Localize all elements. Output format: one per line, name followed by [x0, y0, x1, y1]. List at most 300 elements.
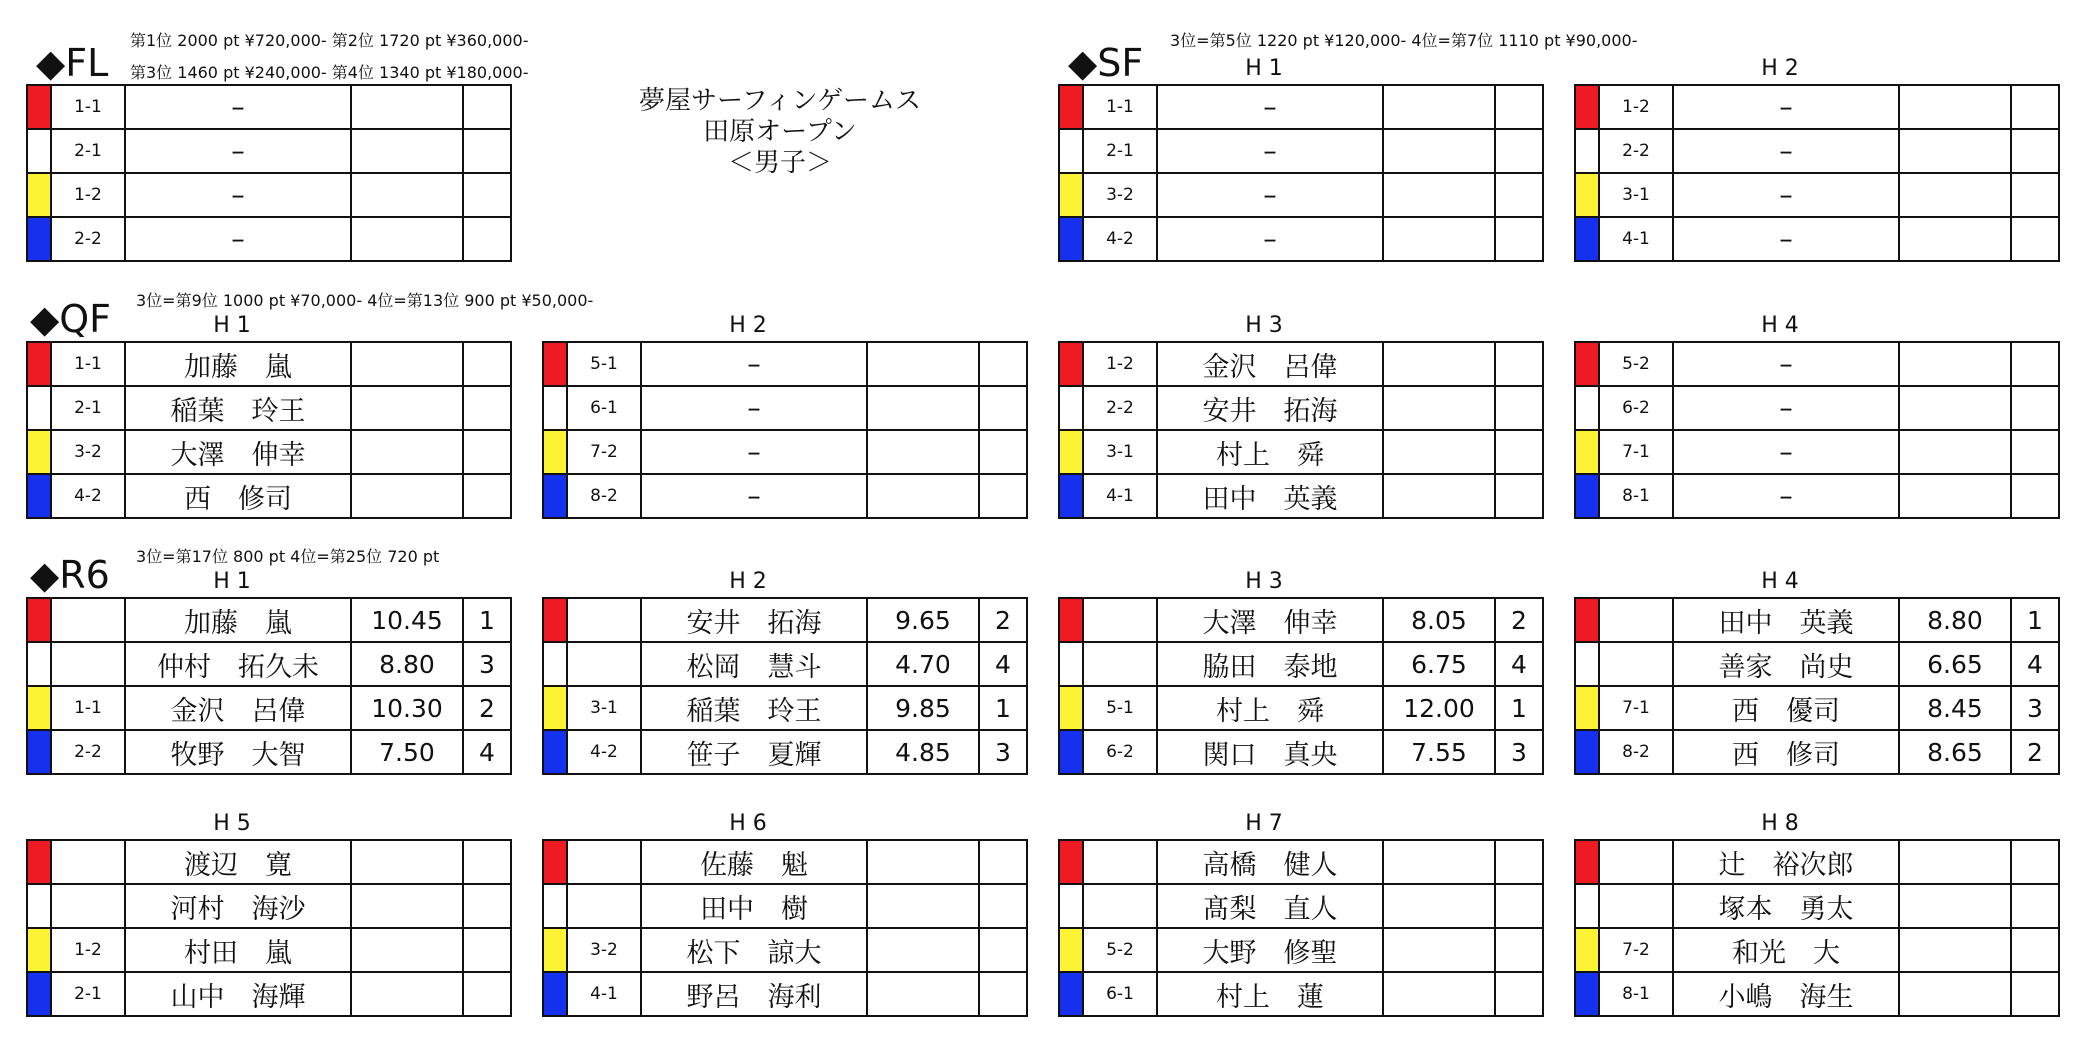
heat-row [27, 129, 511, 173]
seed-cell: 2-2 [1083, 386, 1157, 430]
score-cell: 7.50 [351, 730, 463, 774]
score-cell [1899, 884, 2011, 928]
seed-cell: 5-1 [567, 342, 641, 386]
jersey-color-red [543, 598, 567, 642]
rank-cell: 3 [1495, 730, 1543, 774]
score-cell [1899, 840, 2011, 884]
heat-table [1574, 341, 2060, 519]
surfer-name: 塚本 勇太 [1673, 884, 1899, 928]
heat-row [543, 730, 1027, 774]
heat-row [543, 342, 1027, 386]
score-cell [1383, 129, 1495, 173]
score-cell [1383, 474, 1495, 518]
rank-cell [463, 386, 511, 430]
seed-cell: 2-1 [1083, 129, 1157, 173]
rank-cell: 2 [463, 686, 511, 730]
surfer-name: 西 修司 [1673, 730, 1899, 774]
score-cell: 9.65 [867, 598, 979, 642]
rank-cell [1495, 386, 1543, 430]
surfer-name: – [125, 217, 351, 261]
rank-cell [463, 173, 511, 217]
heat-row [543, 972, 1027, 1016]
heat-table [1058, 839, 1544, 1017]
score-cell [351, 430, 463, 474]
heat-row [1059, 430, 1543, 474]
score-cell [1383, 430, 1495, 474]
seed-cell: 6-2 [1083, 730, 1157, 774]
heat-table [1574, 597, 2060, 775]
seed-cell: 7-2 [567, 430, 641, 474]
heat-row [543, 430, 1027, 474]
rank-cell: 1 [463, 598, 511, 642]
rank-cell: 3 [979, 730, 1027, 774]
heat-row [1059, 386, 1543, 430]
seed-cell: 7-2 [1599, 928, 1673, 972]
heat-label: H 2 [1761, 56, 1799, 81]
score-cell [351, 884, 463, 928]
jersey-color-red [1059, 840, 1083, 884]
event-title-line-2: 田原オープン [703, 117, 857, 147]
rank-cell [2011, 173, 2059, 217]
rank-cell [1495, 840, 1543, 884]
rank-cell [463, 129, 511, 173]
score-cell [1383, 884, 1495, 928]
rank-cell: 2 [979, 598, 1027, 642]
heat-row [27, 928, 511, 972]
surfer-name: 山中 海輝 [125, 972, 351, 1016]
heat-table [26, 839, 512, 1017]
seed-cell: 2-2 [1599, 129, 1673, 173]
heat-table [26, 341, 512, 519]
seed-cell: 3-1 [1083, 430, 1157, 474]
jersey-color-white [27, 129, 51, 173]
heat-row [1059, 928, 1543, 972]
score-cell [1899, 173, 2011, 217]
rank-cell [2011, 928, 2059, 972]
score-cell [867, 884, 979, 928]
surfer-name: – [1673, 217, 1899, 261]
seed-cell: 1-1 [51, 342, 125, 386]
score-cell: 12.00 [1383, 686, 1495, 730]
seed-cell [1083, 642, 1157, 686]
score-cell [1899, 430, 2011, 474]
surfer-name: 野呂 海利 [641, 972, 867, 1016]
score-cell [1383, 342, 1495, 386]
score-cell [351, 474, 463, 518]
rank-cell [979, 342, 1027, 386]
score-cell [1383, 840, 1495, 884]
fl-prize-line-2: 第3位 1460 pt ¥240,000- 第4位 1340 pt ¥180,000- [130, 63, 529, 82]
rank-cell [2011, 342, 2059, 386]
score-cell [867, 342, 979, 386]
surfer-name: 村田 嵐 [125, 928, 351, 972]
rank-cell [2011, 386, 2059, 430]
rank-cell [463, 85, 511, 129]
seed-cell: 8-2 [567, 474, 641, 518]
score-cell: 4.85 [867, 730, 979, 774]
heat-row [27, 342, 511, 386]
surfer-name: 金沢 呂偉 [125, 686, 351, 730]
surfer-name: 大澤 伸幸 [125, 430, 351, 474]
jersey-color-blue [27, 474, 51, 518]
surfer-name: – [641, 430, 867, 474]
surfer-name: 髙梨 直人 [1157, 884, 1383, 928]
seed-cell: 4-1 [567, 972, 641, 1016]
rank-cell [1495, 129, 1543, 173]
surfer-name: 牧野 大智 [125, 730, 351, 774]
surfer-name: 仲村 拓久未 [125, 642, 351, 686]
seed-cell: 2-1 [51, 386, 125, 430]
seed-cell: 5-1 [1083, 686, 1157, 730]
seed-cell [51, 598, 125, 642]
heat-row [543, 928, 1027, 972]
seed-cell: 4-2 [1083, 217, 1157, 261]
heat-row [1059, 686, 1543, 730]
jersey-color-yellow [27, 173, 51, 217]
heat-row [1575, 474, 2059, 518]
heat-row [1575, 430, 2059, 474]
surfer-name: – [1673, 342, 1899, 386]
seed-cell [1083, 884, 1157, 928]
jersey-color-blue [1059, 474, 1083, 518]
score-cell [351, 217, 463, 261]
event-title [560, 86, 1000, 179]
seed-cell: 6-2 [1599, 386, 1673, 430]
jersey-color-blue [1575, 972, 1599, 1016]
score-cell [1383, 972, 1495, 1016]
seed-cell: 3-1 [567, 686, 641, 730]
sf-prize-line: 3位=第5位 1220 pt ¥120,000- 4位=第7位 1110 pt ¥90,000- [1170, 31, 1638, 50]
score-cell [1383, 386, 1495, 430]
score-cell [351, 840, 463, 884]
surfer-name: – [641, 386, 867, 430]
seed-cell: 1-1 [1083, 85, 1157, 129]
jersey-color-white [543, 642, 567, 686]
surfer-name: 和光 大 [1673, 928, 1899, 972]
jersey-color-white [1059, 386, 1083, 430]
heat-row [1575, 642, 2059, 686]
heat-label: H 8 [1761, 811, 1799, 836]
seed-cell: 1-2 [51, 173, 125, 217]
score-cell [351, 386, 463, 430]
jersey-color-yellow [27, 686, 51, 730]
heat-row [1059, 129, 1543, 173]
heat-row [1059, 884, 1543, 928]
jersey-color-white [27, 386, 51, 430]
surfer-name: 田中 英義 [1673, 598, 1899, 642]
surfer-name: 安井 拓海 [1157, 386, 1383, 430]
event-title-line-3: ＜男子＞ [727, 148, 832, 178]
seed-cell [1083, 840, 1157, 884]
jersey-color-red [1575, 840, 1599, 884]
rank-cell [1495, 884, 1543, 928]
heat-row [27, 730, 511, 774]
rank-cell [979, 884, 1027, 928]
seed-cell: 6-1 [567, 386, 641, 430]
jersey-color-blue [27, 730, 51, 774]
jersey-color-white [27, 642, 51, 686]
jersey-color-yellow [1059, 173, 1083, 217]
rank-cell [2011, 430, 2059, 474]
rank-cell [979, 840, 1027, 884]
heat-label: H 4 [1761, 569, 1799, 594]
r6-prize-line: 3位=第17位 800 pt 4位=第25位 720 pt [136, 547, 440, 566]
qf-prize-line: 3位=第9位 1000 pt ¥70,000- 4位=第13位 900 pt ¥50,000- [136, 291, 594, 310]
score-cell [1899, 474, 2011, 518]
heat-row [27, 85, 511, 129]
score-cell [1383, 928, 1495, 972]
heat-table [1058, 597, 1544, 775]
heat-row [543, 598, 1027, 642]
heat-row [543, 474, 1027, 518]
rank-cell [1495, 85, 1543, 129]
rank-cell [979, 386, 1027, 430]
jersey-color-yellow [1059, 928, 1083, 972]
heat-row [543, 840, 1027, 884]
jersey-color-white [1575, 884, 1599, 928]
rank-cell [463, 840, 511, 884]
heat-table [1058, 84, 1544, 262]
rank-cell: 4 [1495, 642, 1543, 686]
heat-row [1059, 217, 1543, 261]
score-cell [1899, 342, 2011, 386]
heat-table [542, 597, 1028, 775]
score-cell [867, 386, 979, 430]
seed-cell: 4-2 [567, 730, 641, 774]
seed-cell: 8-1 [1599, 474, 1673, 518]
heat-row [1575, 386, 2059, 430]
heat-label: H 1 [213, 313, 251, 338]
heat-row [27, 884, 511, 928]
score-cell [867, 474, 979, 518]
rank-cell: 1 [1495, 686, 1543, 730]
surfer-name: 善家 尚史 [1673, 642, 1899, 686]
surfer-name: 佐藤 魁 [641, 840, 867, 884]
jersey-color-blue [543, 474, 567, 518]
surfer-name: 稲葉 玲王 [125, 386, 351, 430]
seed-cell: 8-1 [1599, 972, 1673, 1016]
jersey-color-blue [1575, 217, 1599, 261]
seed-cell [51, 840, 125, 884]
heat-row [1059, 598, 1543, 642]
heat-label: H 1 [213, 569, 251, 594]
seed-cell: 3-2 [51, 430, 125, 474]
rank-cell [2011, 972, 2059, 1016]
seed-cell [1599, 840, 1673, 884]
score-cell: 9.85 [867, 686, 979, 730]
heat-row [27, 972, 511, 1016]
surfer-name: – [1673, 474, 1899, 518]
jersey-color-yellow [543, 928, 567, 972]
score-cell: 8.80 [351, 642, 463, 686]
score-cell [351, 129, 463, 173]
rank-cell: 2 [2011, 730, 2059, 774]
surfer-name: 西 優司 [1673, 686, 1899, 730]
jersey-color-white [1059, 884, 1083, 928]
seed-cell: 1-2 [1599, 85, 1673, 129]
surfer-name: 笹子 夏輝 [641, 730, 867, 774]
score-cell: 8.45 [1899, 686, 2011, 730]
heat-row [1575, 686, 2059, 730]
heat-row [1575, 217, 2059, 261]
heat-row [27, 173, 511, 217]
surfer-name: 村上 舜 [1157, 686, 1383, 730]
section-title-fl: ◆FL [36, 41, 109, 85]
seed-cell [1599, 884, 1673, 928]
rank-cell [463, 884, 511, 928]
rank-cell [463, 342, 511, 386]
rank-cell: 3 [463, 642, 511, 686]
jersey-color-red [27, 85, 51, 129]
heat-row [1575, 85, 2059, 129]
score-cell: 6.75 [1383, 642, 1495, 686]
jersey-color-white [1575, 386, 1599, 430]
surfer-name: – [1157, 129, 1383, 173]
score-cell [1899, 217, 2011, 261]
score-cell [1383, 173, 1495, 217]
jersey-color-yellow [27, 430, 51, 474]
score-cell [867, 972, 979, 1016]
surfer-name: 松下 諒大 [641, 928, 867, 972]
rank-cell [1495, 430, 1543, 474]
heat-row [1059, 840, 1543, 884]
jersey-color-white [543, 386, 567, 430]
heat-label: H 1 [1245, 56, 1283, 81]
jersey-color-red [27, 342, 51, 386]
seed-cell [51, 884, 125, 928]
section-title-qf: ◆QF [30, 297, 111, 341]
jersey-color-yellow [543, 430, 567, 474]
surfer-name: – [1673, 173, 1899, 217]
rank-cell [463, 217, 511, 261]
surfer-name: 辻 裕次郎 [1673, 840, 1899, 884]
score-cell [1899, 972, 2011, 1016]
seed-cell: 5-2 [1083, 928, 1157, 972]
heat-label: H 5 [213, 811, 251, 836]
heat-table [26, 597, 512, 775]
surfer-name: 西 修司 [125, 474, 351, 518]
score-cell: 4.70 [867, 642, 979, 686]
section-title-sf: ◆SF [1068, 41, 1144, 85]
seed-cell: 2-2 [51, 217, 125, 261]
jersey-color-yellow [1575, 173, 1599, 217]
jersey-color-white [27, 884, 51, 928]
surfer-name: – [1157, 217, 1383, 261]
heat-row [1059, 730, 1543, 774]
rank-cell [2011, 85, 2059, 129]
heat-label: H 6 [729, 811, 767, 836]
surfer-name: 大野 修聖 [1157, 928, 1383, 972]
seed-cell [567, 642, 641, 686]
score-cell [351, 85, 463, 129]
rank-cell [1495, 972, 1543, 1016]
surfer-name: – [1673, 430, 1899, 474]
jersey-color-white [1059, 129, 1083, 173]
rank-cell: 2 [1495, 598, 1543, 642]
heat-table [1058, 341, 1544, 519]
surfer-name: 田中 英義 [1157, 474, 1383, 518]
jersey-color-red [27, 840, 51, 884]
score-cell: 8.05 [1383, 598, 1495, 642]
jersey-color-yellow [1059, 430, 1083, 474]
jersey-color-blue [1059, 972, 1083, 1016]
jersey-color-white [1059, 642, 1083, 686]
seed-cell: 4-1 [1599, 217, 1673, 261]
section-title-r6: ◆R6 [30, 553, 110, 597]
heat-row [543, 884, 1027, 928]
seed-cell [567, 840, 641, 884]
heat-row [27, 840, 511, 884]
score-cell [867, 840, 979, 884]
heat-row [1575, 928, 2059, 972]
jersey-color-blue [1575, 730, 1599, 774]
rank-cell [2011, 840, 2059, 884]
heat-row [1059, 85, 1543, 129]
jersey-color-yellow [1575, 928, 1599, 972]
score-cell [1899, 928, 2011, 972]
jersey-color-red [1575, 85, 1599, 129]
jersey-color-blue [543, 972, 567, 1016]
surfer-name: 高橋 健人 [1157, 840, 1383, 884]
rank-cell [463, 972, 511, 1016]
surfer-name: – [1673, 85, 1899, 129]
rank-cell [2011, 217, 2059, 261]
jersey-color-white [1575, 642, 1599, 686]
score-cell: 6.65 [1899, 642, 2011, 686]
seed-cell: 7-1 [1599, 430, 1673, 474]
rank-cell: 4 [2011, 642, 2059, 686]
heat-row [27, 598, 511, 642]
heat-label: H 3 [1245, 569, 1283, 594]
jersey-color-red [1575, 342, 1599, 386]
seed-cell [1599, 642, 1673, 686]
jersey-color-red [27, 598, 51, 642]
rank-cell [1495, 474, 1543, 518]
rank-cell: 1 [979, 686, 1027, 730]
surfer-name: 小嶋 海生 [1673, 972, 1899, 1016]
seed-cell: 5-2 [1599, 342, 1673, 386]
heat-row [1059, 972, 1543, 1016]
jersey-color-yellow [543, 686, 567, 730]
surfer-name: – [1157, 173, 1383, 217]
seed-cell: 7-1 [1599, 686, 1673, 730]
jersey-color-blue [1575, 474, 1599, 518]
rank-cell [2011, 884, 2059, 928]
score-cell [867, 928, 979, 972]
seed-cell: 4-1 [1083, 474, 1157, 518]
seed-cell: 1-1 [51, 85, 125, 129]
score-cell [1899, 386, 2011, 430]
rank-cell [1495, 928, 1543, 972]
rank-cell [463, 430, 511, 474]
heat-label: H 4 [1761, 313, 1799, 338]
surfer-name: – [1673, 386, 1899, 430]
rank-cell [463, 474, 511, 518]
surfer-name: – [125, 173, 351, 217]
heat-row [27, 474, 511, 518]
heat-table [542, 341, 1028, 519]
surfer-name: 渡辺 寛 [125, 840, 351, 884]
score-cell: 10.45 [351, 598, 463, 642]
heat-row [1059, 173, 1543, 217]
surfer-name: 村上 舜 [1157, 430, 1383, 474]
surfer-name: 大澤 伸幸 [1157, 598, 1383, 642]
heat-row [1575, 840, 2059, 884]
rank-cell [979, 972, 1027, 1016]
fl-prize-line-1: 第1位 2000 pt ¥720,000- 第2位 1720 pt ¥360,000- [130, 31, 529, 50]
surfer-name: 安井 拓海 [641, 598, 867, 642]
rank-cell [979, 474, 1027, 518]
